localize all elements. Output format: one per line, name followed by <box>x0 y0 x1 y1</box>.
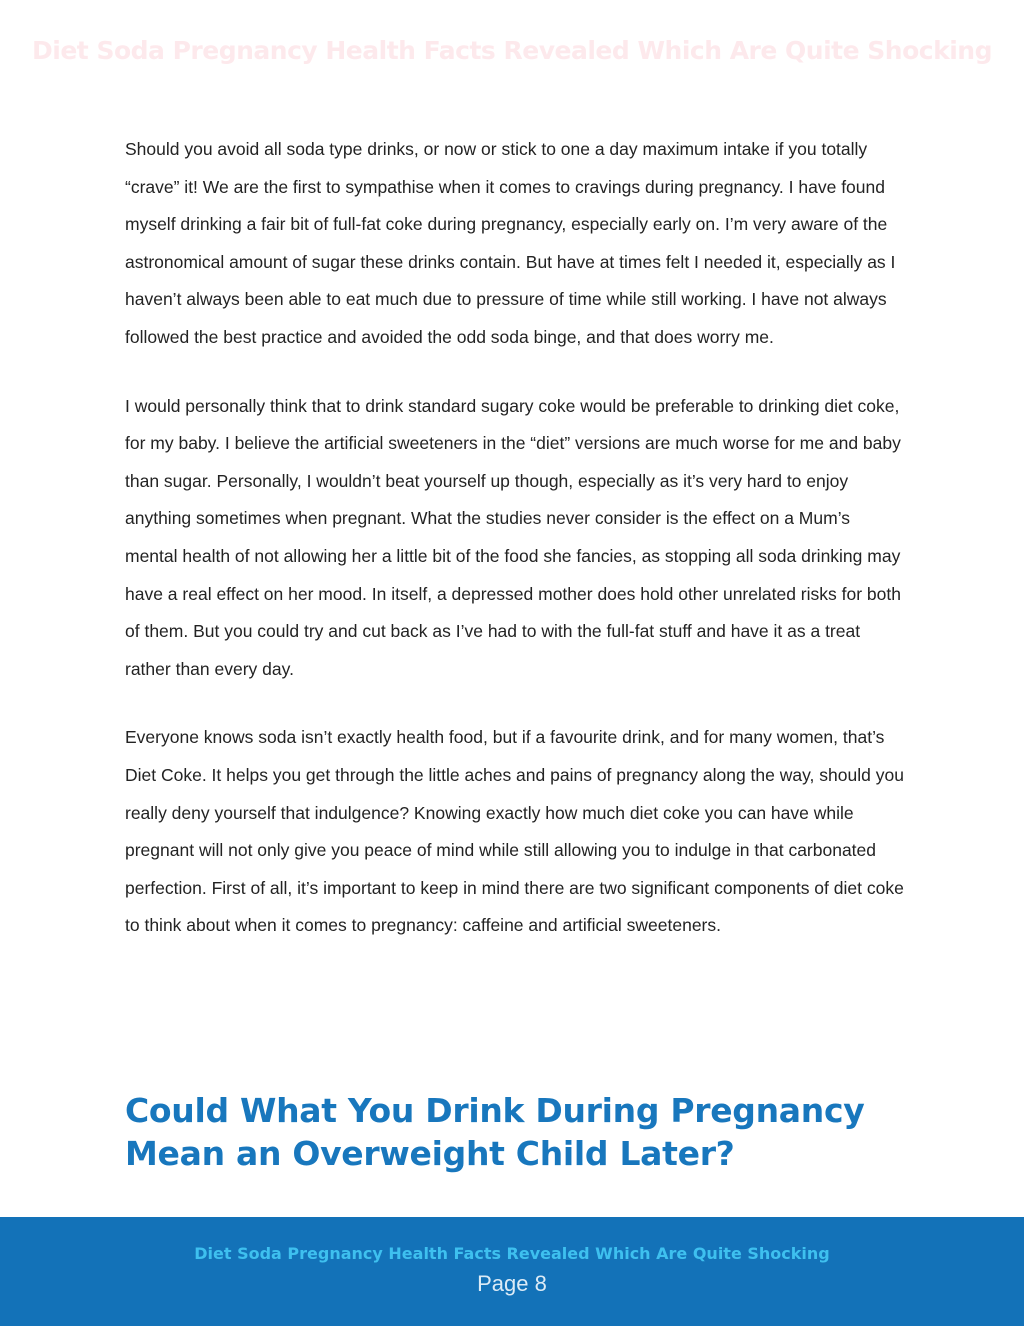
section-heading <box>125 1089 925 1175</box>
section-heading-line-1: Could What You Drink During Pregnancy <box>125 1091 865 1130</box>
footer-title: Diet Soda Pregnancy Health Facts Revealed Which Are Quite Shocking <box>194 1244 830 1263</box>
running-header-title: Diet Soda Pregnancy Health Facts Revealed Which Are Quite Shocking <box>32 36 992 65</box>
page-number: Page 8 <box>477 1271 547 1296</box>
section-heading-line-2: Mean an Overweight Child Later? <box>125 1134 735 1173</box>
page-footer <box>0 1217 1024 1326</box>
paragraph-2: I would personally think that to drink standard sugary coke would be preferable to drinking diet coke, for my baby. I believe the artificial sweeteners in the “diet” versions are much worse for me and baby than sugar. Personally, I wouldn’t beat yourself up though, especially as it’s very hard to enjoy anything sometimes when pregnant. What the studies never consider is the effect on a Mum’s mental health of not allowing her a little bit of the food she fancies, as stopping all soda drinking may have a real effect on her mood. In itself, a depressed mother does hold other unrelated risks for both of them. But you could try and cut back as I’ve had to with the full-fat stuff and have it as a treat rather than every day. <box>125 395 901 679</box>
paragraph-3: Everyone knows soda isn’t exactly health food, but if a favourite drink, and for many women, that’s Diet Coke. It helps you get through the little aches and pains of pregnancy along the way, should you really deny yourself that indulgence? Knowing exactly how much diet coke you can have while pregnant will not only give you peace of mind while still allowing you to indulge in that carbonated perfection. First of all, it’s important to keep in mind there are two significant components of diet coke to think about when it comes to pregnancy: caffeine and artificial sweeteners. <box>125 727 904 936</box>
paragraph-1: Should you avoid all soda type drinks, or now or stick to one a day maximum intake if you totally “crave” it! We are the first to sympathise when it comes to cravings during pregnancy. I have found myself drinking a fair bit of full-fat coke during pregnancy, especially early on. I’m very aware of the astronomical amount of sugar these drinks contain. But have at times felt I needed it, especially as I haven’t always been able to eat much due to pressure of time while still working. I have not always followed the best practice and avoided the odd soda binge, and that does worry me. <box>125 139 896 347</box>
article-body <box>125 131 905 976</box>
